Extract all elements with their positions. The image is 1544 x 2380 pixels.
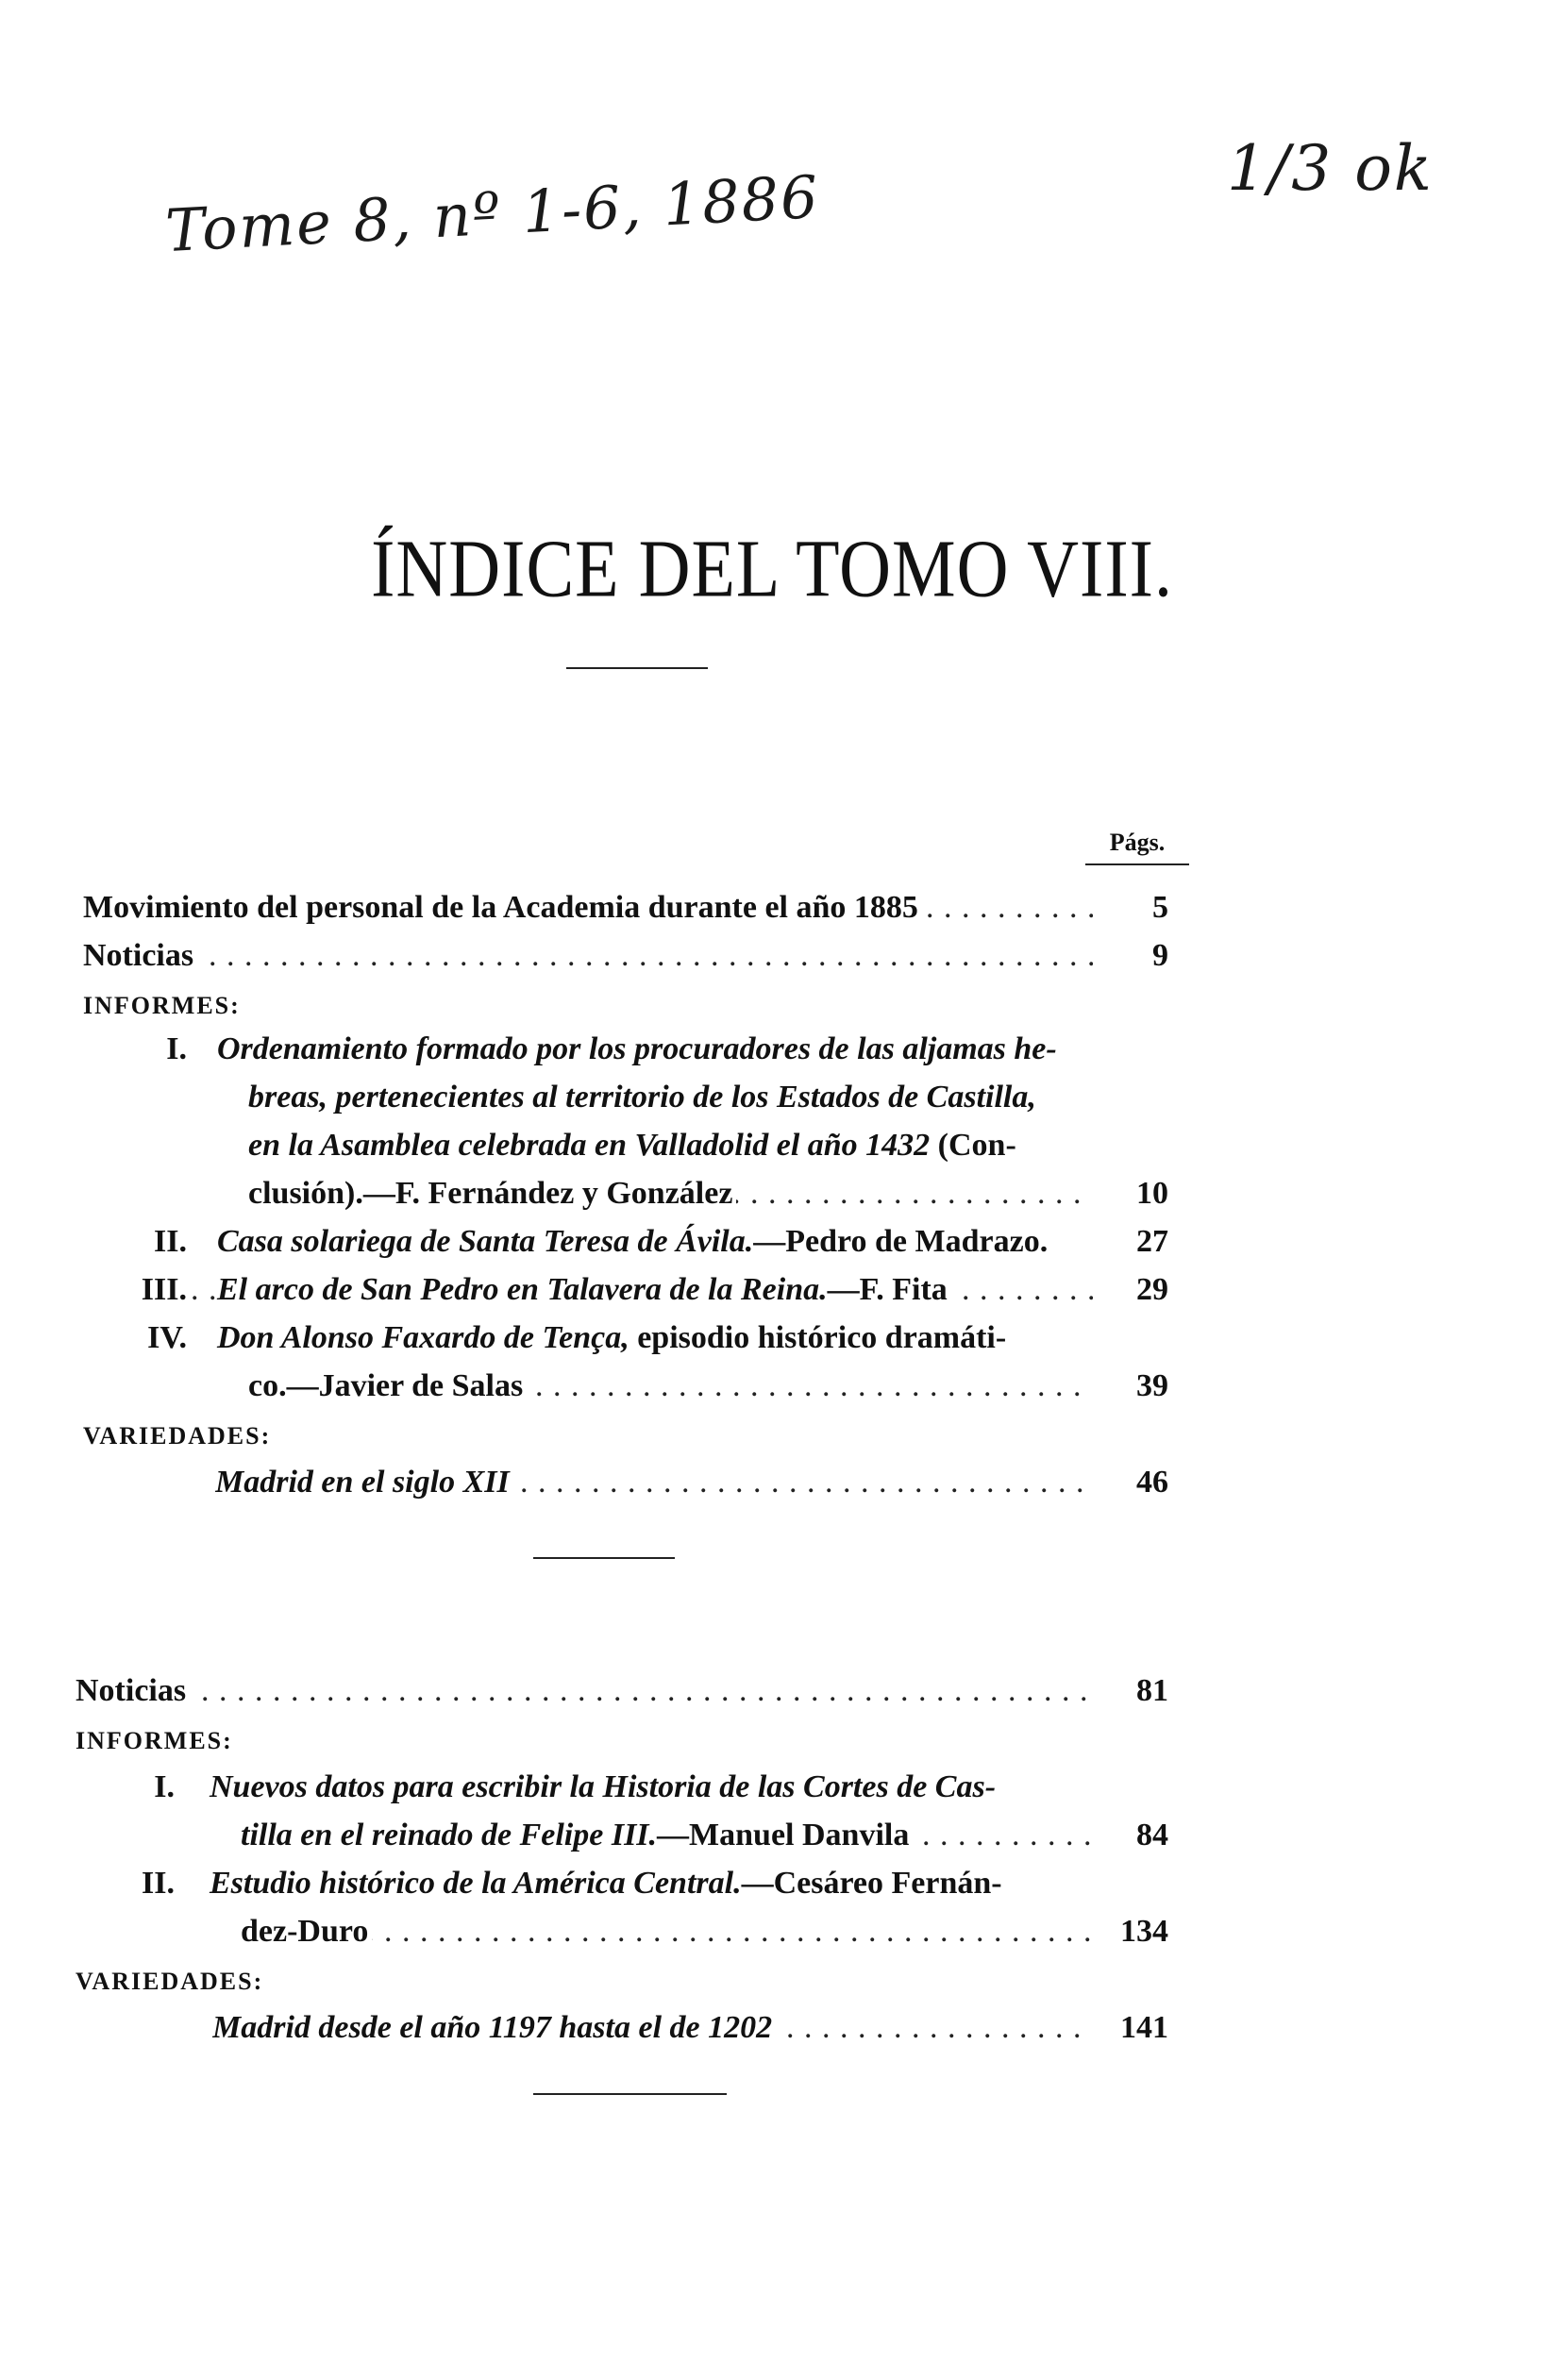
entry-page-number: 5 xyxy=(1093,883,1168,931)
entry-text: Madrid desde el año 1197 hasta el de 1202 xyxy=(212,2010,776,2045)
informe-2-2[interactable] xyxy=(76,1859,1168,1955)
entry-text: Noticias xyxy=(76,1673,190,1708)
entry-page-number: 29 xyxy=(1093,1265,1168,1314)
informe-number: I. xyxy=(154,1769,175,1804)
toc-entry-noticias[interactable] xyxy=(83,931,1168,980)
end-divider xyxy=(533,2093,727,2095)
entry-page-number: 9 xyxy=(1093,931,1168,980)
entry-page-number: 27 xyxy=(1093,1217,1168,1265)
informe-author: —Pedro de Madrazo. xyxy=(753,1224,1049,1259)
informe-title: El arco de San Pedro en Talavera de la Reina. xyxy=(217,1272,828,1307)
informe-2-1[interactable] xyxy=(76,1763,1168,1859)
variedades-2 xyxy=(76,1955,1168,2052)
entry-page-number: 39 xyxy=(1093,1362,1168,1410)
informe-number: I. xyxy=(166,1031,187,1066)
informe-title: Don Alonso Faxardo de Tença, xyxy=(217,1320,629,1355)
toc-entry-madrid-1197[interactable] xyxy=(212,2003,1168,2052)
toc-section-1 xyxy=(83,883,1168,1028)
entry-text: Madrid en el siglo XII xyxy=(215,1465,513,1500)
informe-title-line: en la Asamblea celebrada en Valladolid el año 1432 xyxy=(248,1128,931,1163)
informe-author: dez-Duro xyxy=(241,1914,372,1949)
section-label-variedades: VARIEDADES: xyxy=(83,1422,272,1450)
informe-title-line-rest: (Con- xyxy=(930,1128,1016,1163)
page-title: ÍNDICE DEL TOMO VIII. xyxy=(371,523,1173,615)
informe-author: co.—Javier de Salas xyxy=(248,1368,527,1403)
entry-page-number: 81 xyxy=(1093,1667,1168,1715)
informe-author: —F. Fita xyxy=(827,1272,948,1307)
entry-page-number: 84 xyxy=(1093,1811,1168,1859)
title-divider xyxy=(566,667,708,669)
toc-entry-movimiento[interactable] xyxy=(83,883,1168,931)
informe-title-line-rest: episodio histórico dramáti- xyxy=(629,1320,1007,1355)
informe-author: —Cesáreo Fernán- xyxy=(741,1866,1002,1901)
informe-4[interactable] xyxy=(83,1314,1168,1410)
informe-title-line: tilla en el reinado de Felipe III. xyxy=(241,1818,658,1852)
toc-section-2 xyxy=(76,1667,1168,1763)
informes-label-row xyxy=(83,980,1168,1028)
informe-title-line: Ordenamiento formado por los procuradores de las aljamas he- xyxy=(217,1031,1057,1066)
section-label-informes: INFORMES: xyxy=(76,1727,233,1754)
informe-1[interactable] xyxy=(83,1025,1168,1217)
informe-2[interactable] xyxy=(83,1217,1168,1265)
toc-entry-madrid-siglo-xii[interactable] xyxy=(215,1458,1168,1506)
informe-author: —Manuel Danvila xyxy=(657,1818,910,1852)
toc-entry-noticias-2[interactable] xyxy=(76,1667,1168,1715)
informe-number: II. xyxy=(142,1866,175,1901)
entry-page-number: 46 xyxy=(1093,1458,1168,1506)
handwritten-annotation-ok: 1/3 ok xyxy=(1227,132,1434,205)
informe-title-line: breas, pertenecientes al territorio de los Estados de Castilla, xyxy=(248,1080,1036,1115)
informe-author: clusión).—F. Fernández y González xyxy=(248,1176,736,1211)
entry-text: Noticias xyxy=(83,938,197,973)
informe-3[interactable] xyxy=(83,1265,1168,1314)
entry-text: Movimiento del personal de la Academia durante el año 1885 xyxy=(83,890,922,925)
entry-page-number: 134 xyxy=(1093,1907,1168,1955)
pages-header-rule xyxy=(1085,863,1189,865)
entry-page-number: 141 xyxy=(1093,2003,1168,2052)
section-label-informes: INFORMES: xyxy=(83,992,241,1019)
variedades-1 xyxy=(83,1410,1168,1506)
informe-title-line: Estudio histórico de la América Central. xyxy=(210,1866,742,1901)
informe-number: II. xyxy=(154,1224,187,1259)
informe-number: IV. xyxy=(147,1320,187,1355)
section-label-variedades: VARIEDADES: xyxy=(76,1968,264,1995)
informe-title: Casa solariega de Santa Teresa de Ávila. xyxy=(217,1224,754,1259)
entry-page-number: 10 xyxy=(1093,1169,1168,1217)
section-divider xyxy=(533,1557,675,1559)
informe-number: III. xyxy=(83,1265,187,1314)
pages-column-header: Págs. xyxy=(1109,829,1166,856)
informe-title-line: Nuevos datos para escribir la Historia de las Cortes de Cas- xyxy=(210,1769,997,1804)
handwritten-annotation-volume: Tome 8, nº 1-6, 1886 xyxy=(163,161,822,266)
